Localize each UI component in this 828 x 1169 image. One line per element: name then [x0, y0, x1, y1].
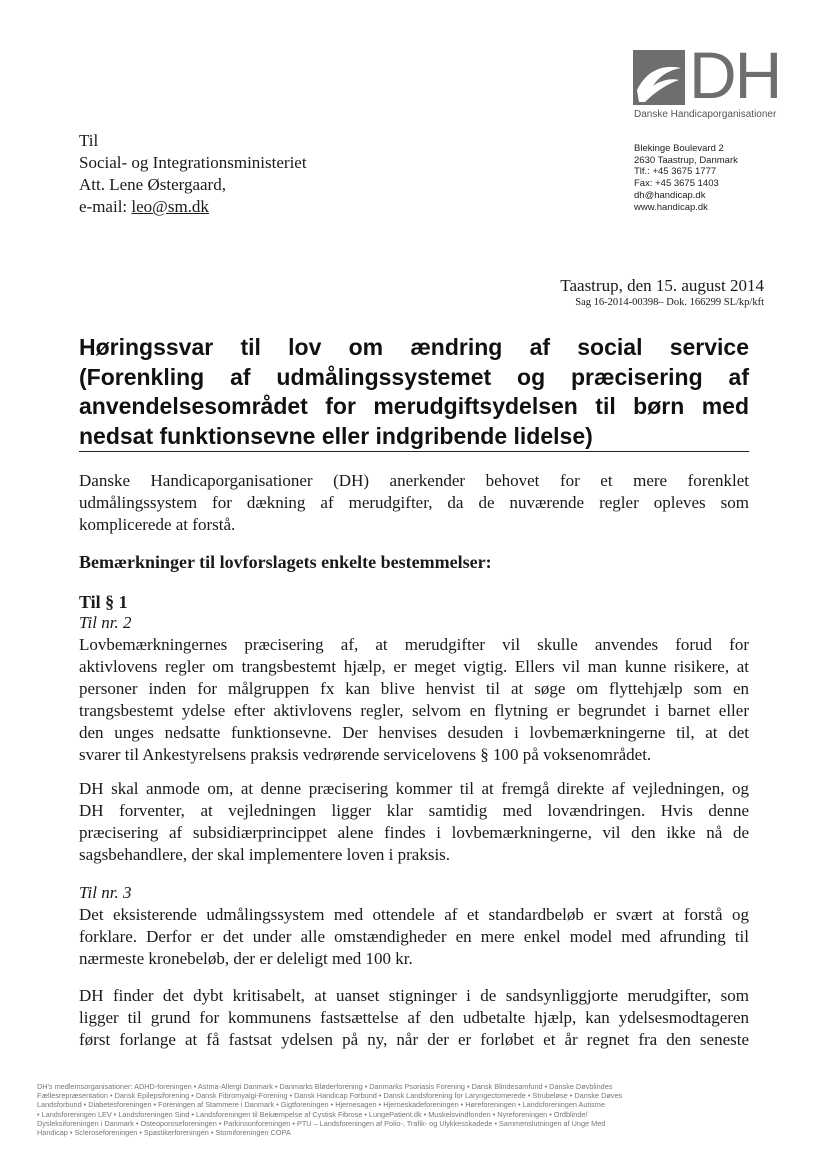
contact-fax: Fax: +45 3675 1403 — [634, 178, 719, 190]
title-line: Høringssvar til lov om ændring af social service — [79, 334, 749, 360]
contact-city: 2630 Taastrup, Danmark — [634, 154, 738, 166]
text-line: svarer til Ankestyrelsens praksis vedrørende servicelovens § 100 på voksenområdet. — [79, 745, 652, 764]
title-line: nedsat funktionsevne eller indgribende lidelse) — [79, 422, 593, 449]
nr3-paragraph-2 — [79, 985, 749, 1051]
document-title — [79, 333, 749, 451]
subsection-label: Til nr. 3 — [79, 883, 132, 902]
dateline — [560, 276, 764, 310]
logo-letters: DH — [689, 38, 781, 112]
footer-line: Dysleksiforeningen i Danmark • Osteoporoseforeningen • Parkinsonforeningen • PTU – Landsforeningen af Polio-, Trafik- og Ulykkesskadede • Sammenslutningen af Unge Med — [37, 1118, 606, 1128]
footer-line: Landsforbund • Diabetesforeningen • Foreningen af Stammere i Danmark • Gigtforeningen • Hjernesagen • Hjerneskadeforeningen • Høreforeningen • Landsforeningen Autisme — [37, 1100, 605, 1110]
recipient-line: Att. Lene Østergaard, — [79, 175, 226, 194]
letter-date: Taastrup, den 15. august 2014 — [560, 276, 764, 295]
footer-line: Fællesrepræsentation • Dansk Epilepsiforening • Dansk Fibromyalgi-Forening • Dansk Handicap Forbund • Dansk Landsforening for Laryngectomerede • Strubeløse • Danske Døves — [37, 1091, 623, 1101]
contact-website: www.handicap.dk — [634, 201, 708, 213]
email-link[interactable]: leo@sm.dk — [131, 197, 209, 216]
text-line: komplicerede at forstå. — [79, 515, 236, 534]
nr2-paragraph-1 — [79, 634, 749, 766]
intro-paragraph — [79, 470, 749, 536]
text-line: personer inden for målgruppen fx kan blive henvist til at søge om flyttehjælp som en — [79, 679, 749, 698]
subsection-label: Til nr. 2 — [79, 613, 132, 632]
contact-address: Blekinge Boulevard 2 — [634, 143, 724, 154]
text-line: Lovbemærkningernes præcisering af, at merudgifter vil skulle anvendes forud for — [79, 635, 749, 654]
member-organisations-footer — [37, 1082, 793, 1137]
nr2-paragraph-2 — [79, 778, 749, 866]
recipient-line: Social- og Integrationsministeriet — [79, 153, 307, 172]
text-line: DH skal anmode om, at denne præcisering kommer til at fremgå direkte af vejledningen, og — [79, 779, 749, 798]
title-underline — [79, 451, 749, 452]
contact-email: dh@handicap.dk — [634, 189, 706, 201]
text-line: udmålingssystem for dækning af merudgifter, da de nuværende regler opleves som — [79, 493, 749, 512]
title-line: anvendelsesområdet for merudgiftsydelsen til børn med — [79, 393, 749, 419]
section-heading: Bemærkninger til lovforslagets enkelte bestemmelser: — [79, 552, 492, 572]
recipient-line: Til — [79, 131, 99, 150]
contact-phone: Tlf.: +45 3675 1777 — [634, 166, 717, 178]
text-line: DH forventer, at vejledningen ligger klar samtidig med lovændringen. Hvis denne — [79, 801, 749, 820]
text-line: Danske Handicaporganisationer (DH) anerkender behovet for et mere forenklet — [79, 471, 749, 490]
text-line: nærmeste kronebeløb, der er deleligt med 100 kr. — [79, 949, 413, 968]
recipient-block — [79, 130, 307, 218]
text-line: Det eksisterende udmålingssystem med ottendele af et standardbeløb er svært at forstå og — [79, 905, 749, 924]
contact-block — [634, 143, 738, 213]
title-line: (Forenkling af udmålingssystemet og præcisering af — [79, 363, 749, 390]
paragraph-heading: Til § 1 — [79, 592, 128, 612]
footer-line: • Landsforeningen LEV • Landsforeningen Sind • Landsforeningen til Bekæmpelse af Cystisk Fibrose • LungePatient.dk • Muskelsvindfonden • Nyreforeningen • Ordblinde/ — [37, 1109, 588, 1119]
nr3-paragraph-1 — [79, 904, 749, 970]
text-line: DH finder det dybt kritisabelt, at uanset stigninger i de sandsynliggjorte merudgifter, som — [79, 986, 749, 1005]
recipient-email-line — [79, 196, 307, 218]
text-line: den unges nedsatte funktionsevne. Der henvises desuden i lovbemærkningerne til, at det — [79, 723, 749, 742]
text-line: sagsbehandlere, der skal implementere loven i praksis. — [79, 845, 451, 864]
text-line: ligger til grund for kommunens fastsættelse af den udbetalte hjælp, kan ydelsesmodtageren — [79, 1008, 749, 1027]
text-line: først forlange at få fastsat ydelsen på ny, når der er forløbet et år regnet fra den seneste — [79, 1030, 749, 1049]
text-line: aktivlovens regler om trangsbestemt hjælp, er meget vigtig. Ellers vil man kunne risikere, at — [79, 657, 749, 676]
footer-line: DH's medlemsorganisationer: ADHD-foreningen • Astma-Allergi Danmark • Danmarks Bløderforening • Danmarks Psoriasis Forening • Dansk Blindesamfund • Danske Døvblindes — [37, 1082, 613, 1091]
footer-line: Handicap • Scleroseforeningen • Spastikerforeningen • Stomiforeningen COPA — [37, 1128, 291, 1138]
logo-org-name: Danske Handicaporganisationer — [634, 109, 777, 120]
dh-logo — [633, 38, 793, 130]
text-line: præcisering af subsidiærprincippet alene findes i lovbemærkningerne, vil den ikke nå de — [79, 823, 749, 842]
text-line: trangsbestemt ydelse efter aktivlovens regler, selvom en flytning er begrundet i barnet eller — [79, 701, 749, 720]
case-reference: Sag 16-2014-00398– Dok. 166299 SL/kp/kft — [575, 297, 764, 308]
text-line: forklare. Derfor er det under alle omstændigheder en mere enkel model med afrunding til — [79, 927, 749, 946]
email-prefix: e-mail: — [79, 197, 132, 216]
bird-emblem-icon — [633, 50, 685, 105]
